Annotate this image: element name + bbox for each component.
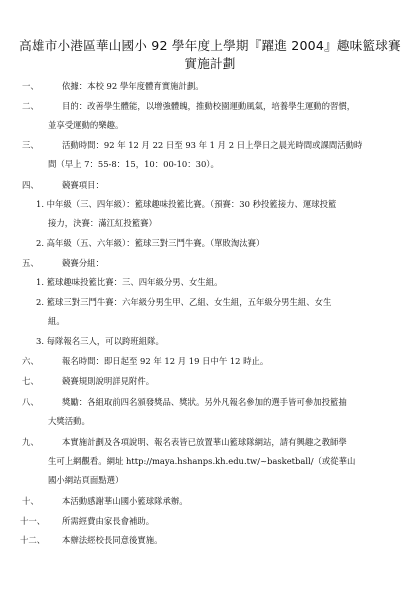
- list-item: 3. 每隊報名三人，可以跨班組隊。: [36, 336, 164, 346]
- section-text: 所需經費由家長會補助。: [62, 516, 155, 526]
- section-number: 四、: [22, 180, 39, 190]
- list-item: 2. 高年級（五、六年級）：籃球三對三鬥牛賽。（單敗淘汰賽）: [36, 238, 265, 248]
- section-text: 並享受運動的樂趣。: [48, 120, 124, 130]
- section-text: 本辦法經校長同意後實施。: [62, 535, 163, 545]
- section-text: 目的：改善學生體能，以增強體魄，推動校園運動風氣，培養學生運動的習慣，: [62, 101, 356, 111]
- section-number: 五、: [22, 258, 39, 268]
- section-text: 本活動感謝華山國小籃球隊承辦。: [62, 496, 188, 506]
- section-text: 競賽分組：: [62, 258, 104, 268]
- section-number: 三、: [22, 140, 39, 150]
- section-text: 本實施計劃及各項說明、報名表皆已放置華山籃球隊網站，請有興趣之教師學: [62, 437, 347, 447]
- list-item-continued: 組。: [48, 316, 65, 326]
- list-item: 1. 籃球趣味投籃比賽：三、四年級分男、女生組。: [36, 277, 223, 287]
- section-text: 活動時間：92 年 12 月 22 日至 93 年 1 月 2 日上學日之晨光時間或課間活動時: [62, 140, 363, 150]
- doc-title: 高雄市小港區華山國小 92 學年度上學期『躍進 2004』趣味籃球賽: [19, 38, 401, 53]
- section-text: 大獎活動。: [48, 416, 90, 426]
- section-number: 六、: [22, 356, 39, 366]
- section-number: 八、: [22, 397, 39, 407]
- section-number: 十、: [22, 496, 39, 506]
- doc-subtitle: 實施計劃: [184, 56, 236, 71]
- section-number: 九、: [22, 437, 39, 447]
- section-number: 一、: [22, 81, 39, 91]
- section-number: 二、: [22, 101, 39, 111]
- section-text: 競賽規則說明詳見附件。: [62, 376, 155, 386]
- list-item-continued: 接力，決賽：滿江紅投籃賽）: [48, 218, 157, 228]
- section-text: 獎勵：各組取前四名頒發獎品、獎狀。另外凡報名參加的選手皆可參加投籃抽: [62, 397, 347, 407]
- section-text: 國小網站頁面點選）: [48, 475, 124, 485]
- section-text: 依據：本校 92 學年度體育實施計劃。: [62, 81, 204, 91]
- section-text: 競賽項目：: [62, 180, 104, 190]
- section-text: 報名時間：即日起至 92 年 12 月 19 日中午 12 時止。: [62, 356, 269, 366]
- section-number: 十二、: [20, 535, 46, 545]
- section-number: 十一、: [20, 516, 46, 526]
- section-number: 七、: [22, 376, 39, 386]
- list-item: 1. 中年級（三、四年級）：籃球趣味投籃比賽。（預賽：30 秒投籃接力、運球投籃: [36, 199, 337, 209]
- section-text: 間（早上 7：55-8：15，10：00-10：30）。: [48, 159, 219, 169]
- section-text: 生可上網觀看。網址 http://maya.hshanps.kh.edu.tw/~basketball/（或從華山: [48, 456, 356, 466]
- list-item: 2. 籃球三對三鬥牛賽：六年級分男生甲、乙組、女生組，五年級分男生組、女生: [36, 297, 332, 307]
